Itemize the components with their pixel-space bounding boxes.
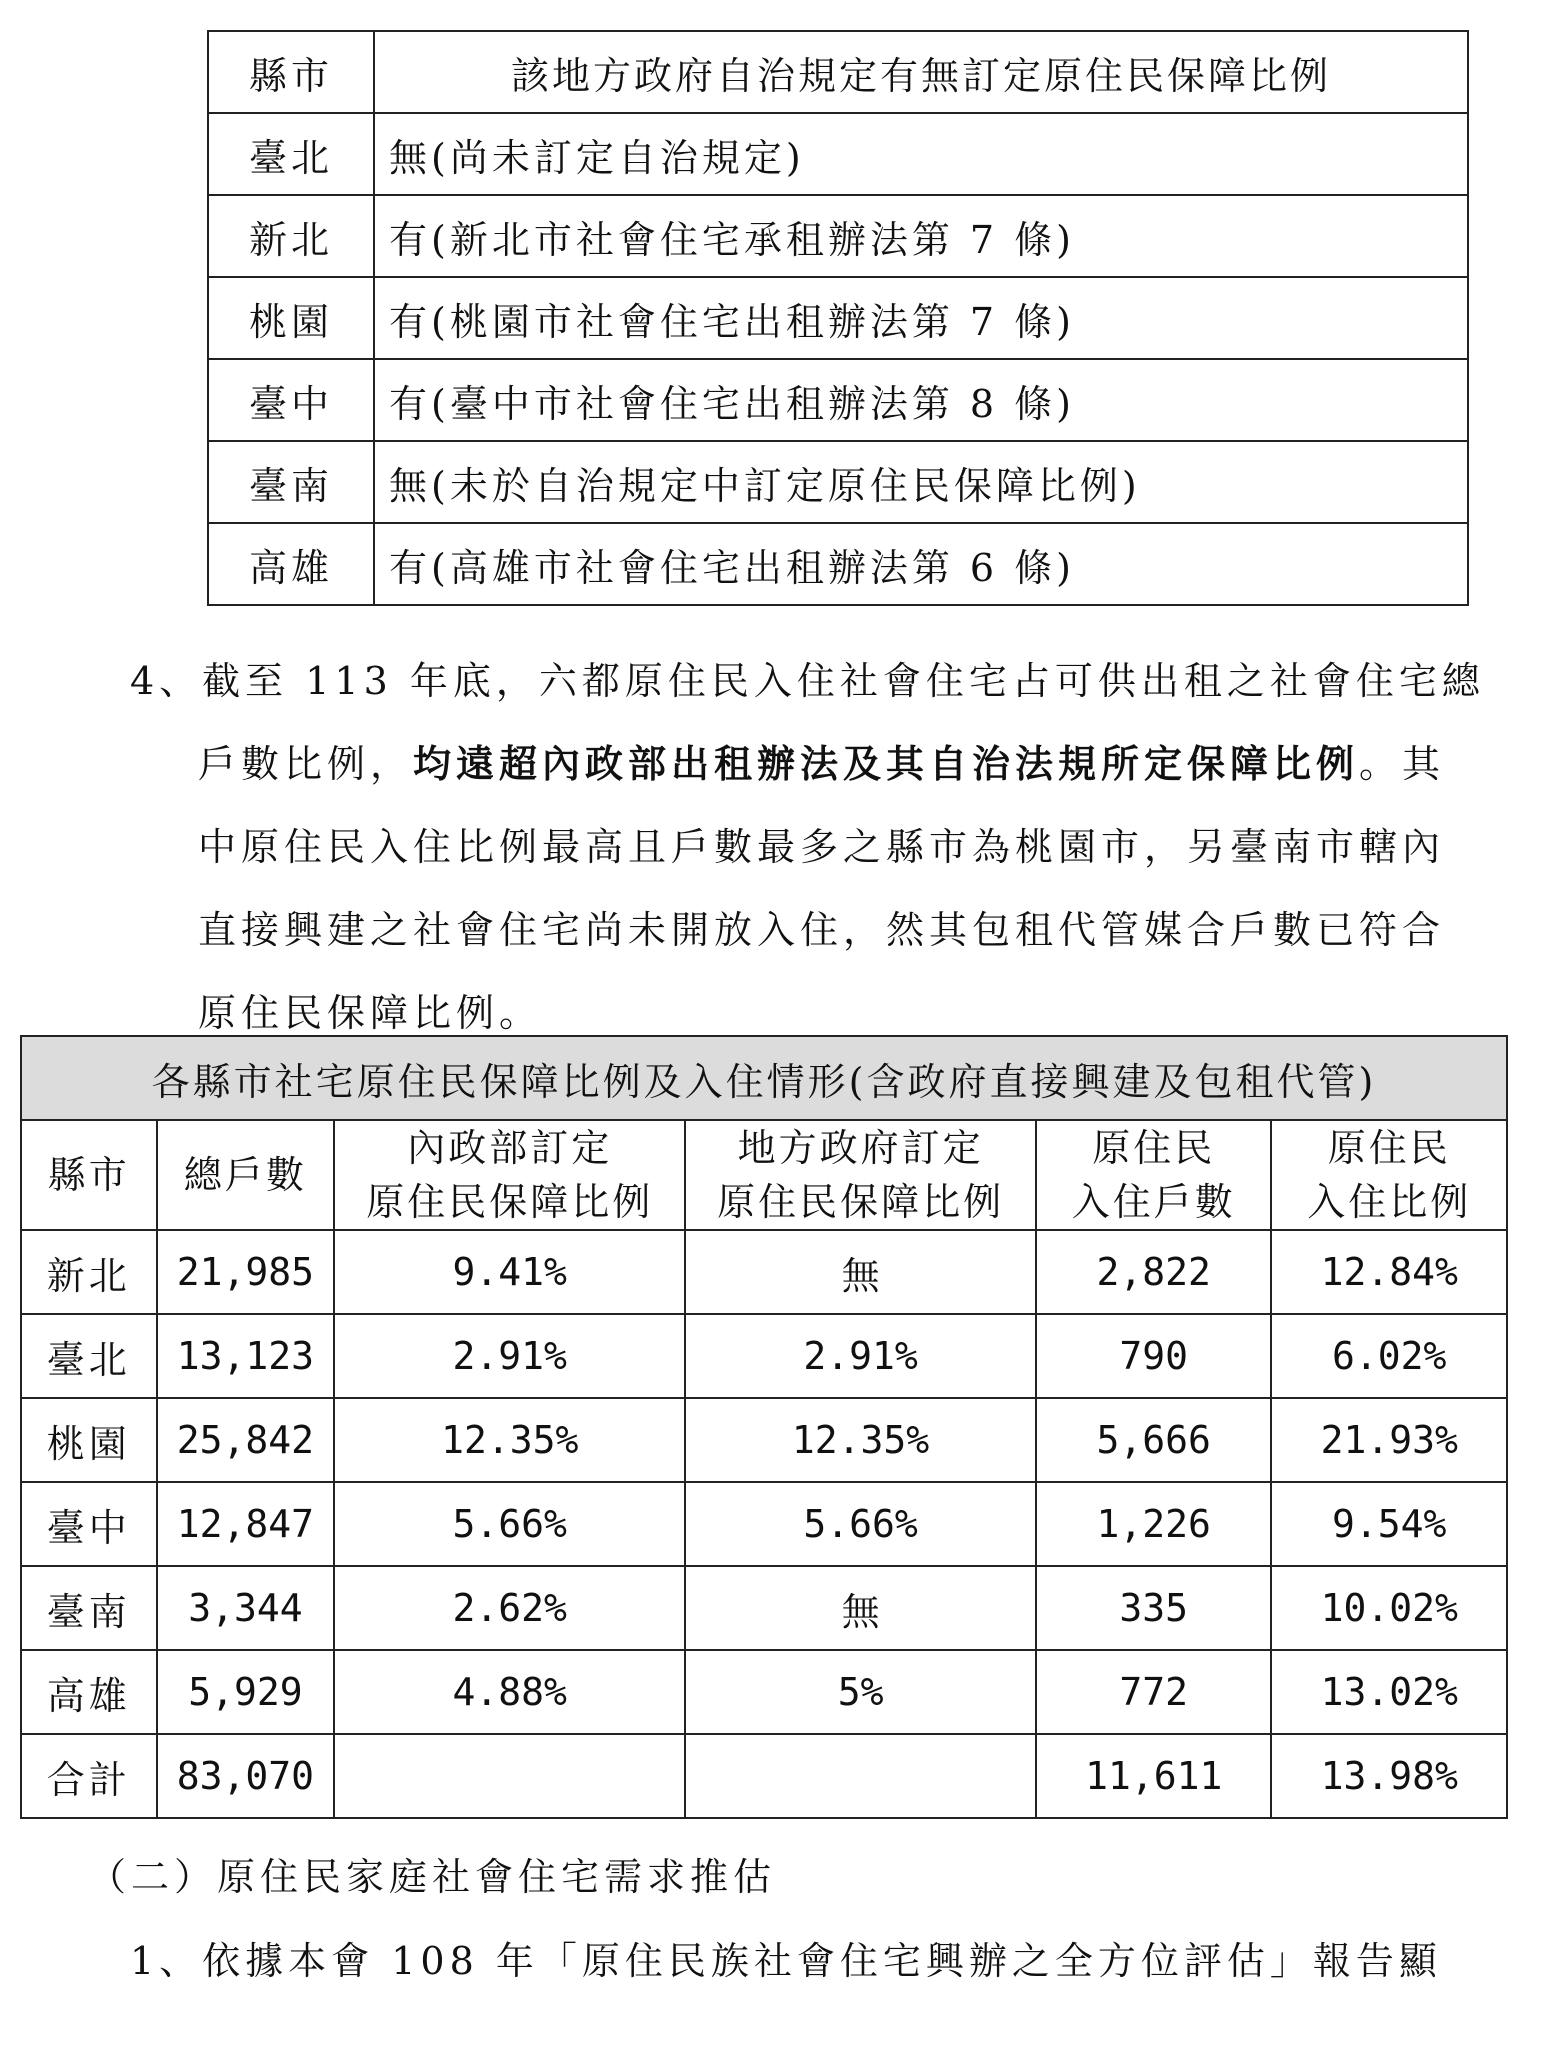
- header-total-households: 總戶數: [157, 1120, 335, 1230]
- local-ratio-cell: [685, 1734, 1036, 1818]
- header-line: 原住民保障比例: [717, 1180, 1005, 1224]
- table-title-row: [21, 1036, 1507, 1120]
- ordinance-table: [207, 30, 1469, 606]
- moi-ratio-cell: 12.35%: [334, 1398, 685, 1482]
- table-row: [208, 277, 1468, 359]
- table-row: [21, 1650, 1507, 1734]
- rate-cell: 13.02%: [1271, 1650, 1507, 1734]
- header-line: 原住民: [1092, 1126, 1216, 1170]
- city-cell: 桃園: [208, 277, 374, 359]
- rate-cell: 10.02%: [1271, 1566, 1507, 1650]
- header-line: 入住比例: [1307, 1180, 1472, 1224]
- households-cell: 335: [1036, 1566, 1271, 1650]
- ordinance-cell: 有(新北市社會住宅承租辦法第 7 條): [374, 195, 1468, 277]
- section-heading: （二）原住民家庭社會住宅需求推估: [88, 1855, 777, 1899]
- occupancy-table: [20, 1035, 1508, 1819]
- ordinance-table-header: [208, 31, 1468, 113]
- moi-ratio-cell: 2.62%: [334, 1566, 685, 1650]
- total-cell: 21,985: [157, 1230, 335, 1314]
- ordinance-cell: 無(尚未訂定自治規定): [374, 113, 1468, 195]
- table-total-row: [21, 1734, 1507, 1818]
- paragraph-line-5: 原住民保障比例。: [198, 991, 543, 1035]
- table-row: [208, 359, 1468, 441]
- total-cell: 5,929: [157, 1650, 335, 1734]
- households-cell: 772: [1036, 1650, 1271, 1734]
- header-local-ratio: [685, 1120, 1036, 1230]
- rate-cell: 6.02%: [1271, 1314, 1507, 1398]
- total-cell: 12,847: [157, 1482, 335, 1566]
- total-cell: 13,123: [157, 1314, 335, 1398]
- paragraph-line-2: [198, 733, 1445, 788]
- local-ratio-cell: 2.91%: [685, 1314, 1036, 1398]
- paragraph-line-4: 直接興建之社會住宅尚未開放入住，然其包租代管媒合戶數已符合: [198, 908, 1446, 952]
- moi-ratio-cell: 9.41%: [334, 1230, 685, 1314]
- city-cell: 桃園: [21, 1398, 157, 1482]
- header-indigenous-households: [1036, 1120, 1271, 1230]
- city-cell: 臺中: [208, 359, 374, 441]
- total-cell: 83,070: [157, 1734, 335, 1818]
- header-moi-ratio: [334, 1120, 685, 1230]
- city-cell: 臺南: [21, 1566, 157, 1650]
- header-indigenous-rate: [1271, 1120, 1507, 1230]
- local-ratio-cell: 5.66%: [685, 1482, 1036, 1566]
- moi-ratio-cell: 4.88%: [334, 1650, 685, 1734]
- header-city: 縣市: [208, 31, 374, 113]
- paragraph-text: 。其: [1359, 742, 1446, 786]
- moi-ratio-cell: [334, 1734, 685, 1818]
- rate-cell: 9.54%: [1271, 1482, 1507, 1566]
- city-cell: 合計: [21, 1734, 157, 1818]
- households-cell: 11,611: [1036, 1734, 1271, 1818]
- city-cell: 臺北: [208, 113, 374, 195]
- table-row: [208, 441, 1468, 523]
- rate-cell: 12.84%: [1271, 1230, 1507, 1314]
- header-line: 原住民: [1327, 1126, 1451, 1170]
- city-cell: 新北: [208, 195, 374, 277]
- city-cell: 臺中: [21, 1482, 157, 1566]
- city-cell: 臺北: [21, 1314, 157, 1398]
- ordinance-cell: 有(桃園市社會住宅出租辦法第 7 條): [374, 277, 1468, 359]
- paragraph-text: 戶數比例，: [198, 742, 414, 786]
- local-ratio-cell: 12.35%: [685, 1398, 1036, 1482]
- city-cell: 高雄: [21, 1650, 157, 1734]
- city-cell: 高雄: [208, 523, 374, 605]
- table-row: [21, 1566, 1507, 1650]
- moi-ratio-cell: 5.66%: [334, 1482, 685, 1566]
- header-city: 縣市: [21, 1120, 157, 1230]
- table-header-row: [21, 1120, 1507, 1230]
- header-line: 內政部訂定: [407, 1126, 613, 1170]
- ordinance-cell: 有(臺中市社會住宅出租辦法第 8 條): [374, 359, 1468, 441]
- rate-cell: 21.93%: [1271, 1398, 1507, 1482]
- header-line: 原住民保障比例: [366, 1180, 654, 1224]
- paragraph-emphasis: 均遠超內政部出租辦法及其自治法規所定保障比例: [413, 741, 1360, 786]
- total-cell: 25,842: [157, 1398, 335, 1482]
- rate-cell: 13.98%: [1271, 1734, 1507, 1818]
- city-cell: 新北: [21, 1230, 157, 1314]
- paragraph-line-3: 中原住民入住比例最高且戶數最多之縣市為桃園市，另臺南市轄內: [198, 825, 1446, 869]
- header-line: 入住戶數: [1071, 1180, 1236, 1224]
- city-cell: 臺南: [208, 441, 374, 523]
- section-item-1: 1、依據本會 108 年「原住民族社會住宅興辦之全方位評估」報告顯: [130, 1939, 1442, 1983]
- ordinance-cell: 有(高雄市社會住宅出租辦法第 6 條): [374, 523, 1468, 605]
- header-line: 地方政府訂定: [737, 1126, 984, 1170]
- table-row: [21, 1230, 1507, 1314]
- table-row: [208, 195, 1468, 277]
- local-ratio-cell: 無: [685, 1230, 1036, 1314]
- total-cell: 3,344: [157, 1566, 335, 1650]
- table-row: [21, 1314, 1507, 1398]
- table-title: 各縣市社宅原住民保障比例及入住情形(含政府直接興建及包租代管): [21, 1036, 1507, 1120]
- households-cell: 2,822: [1036, 1230, 1271, 1314]
- households-cell: 1,226: [1036, 1482, 1271, 1566]
- paragraph-line-1: 4、截至 113 年底，六都原住民入住社會住宅占可供出租之社會住宅總: [130, 659, 1485, 703]
- households-cell: 790: [1036, 1314, 1271, 1398]
- local-ratio-cell: 5%: [685, 1650, 1036, 1734]
- table-row: [208, 523, 1468, 605]
- households-cell: 5,666: [1036, 1398, 1271, 1482]
- ordinance-cell: 無(未於自治規定中訂定原住民保障比例): [374, 441, 1468, 523]
- header-ordinance: 該地方政府自治規定有無訂定原住民保障比例: [374, 31, 1468, 113]
- moi-ratio-cell: 2.91%: [334, 1314, 685, 1398]
- local-ratio-cell: 無: [685, 1566, 1036, 1650]
- table-row: [21, 1398, 1507, 1482]
- table-row: [208, 113, 1468, 195]
- table-row: [21, 1482, 1507, 1566]
